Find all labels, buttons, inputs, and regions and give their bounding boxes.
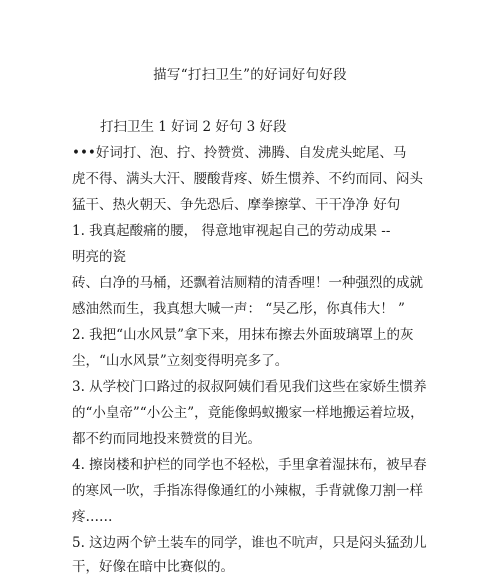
text-line: 砖、白净的马桶，还飘着洁厕精的清香哩！一种强烈的成就 — [72, 275, 423, 291]
text-line: 的寒风一吹，手指冻得像通红的小辣椒，手背就像刀割一样 — [72, 483, 423, 499]
text-line: 尘，“山水风景”立刻变得明亮多了。 — [72, 353, 289, 369]
document-subtitle: 打扫卫生 1 好词 2 好句 3 好段 — [100, 119, 287, 135]
text-line: 疼…… — [72, 509, 113, 525]
text-line: 5. 这边两个铲土装车的同学，谁也不吭声，只是闷头猛劲儿 — [72, 535, 427, 551]
text-line: 虎不得、满头大汗、腰酸背疼、娇生惯养、不约而同、闷头 — [72, 171, 423, 187]
text-line: 4. 擦岗楼和护栏的同学也不轻松，手里拿着湿抹布，被早春 — [72, 457, 427, 473]
text-line: 2. 我把“山水风景”拿下来，用抹布擦去外面玻璃罩上的灰 — [72, 327, 414, 343]
text-line: 明亮的瓷 — [72, 249, 126, 265]
text-line: 1. 我真起酸痛的腰， 得意地审视起自己的劳动成果 -- — [72, 223, 391, 239]
text-line: •••好词打、泡、拧、拎赞赏、沸腾、自发虎头蛇尾、马 — [72, 145, 407, 161]
text-line: 感油然而生，我真想大喊一声： “吴乙彤，你真伟大！ ” — [72, 301, 405, 317]
text-line: 的“小皇帝”“小公主”，竟能像蚂蚁搬家一样地搬运着垃圾， — [72, 405, 424, 421]
text-line: 猛干、热火朝天、争先恐后、摩拳擦掌、干干净净 好句 — [72, 197, 401, 213]
text-line: 3. 从学校门口路过的叔叔阿姨们看见我们这些在家娇生惯养 — [72, 379, 427, 395]
text-line: 干，好像在暗中比赛似的。 — [72, 559, 234, 575]
text-line: 都不约而同地投来赞赏的目光。 — [72, 431, 261, 447]
document-title: 描写“打扫卫生”的好词好句好段 — [153, 67, 347, 83]
